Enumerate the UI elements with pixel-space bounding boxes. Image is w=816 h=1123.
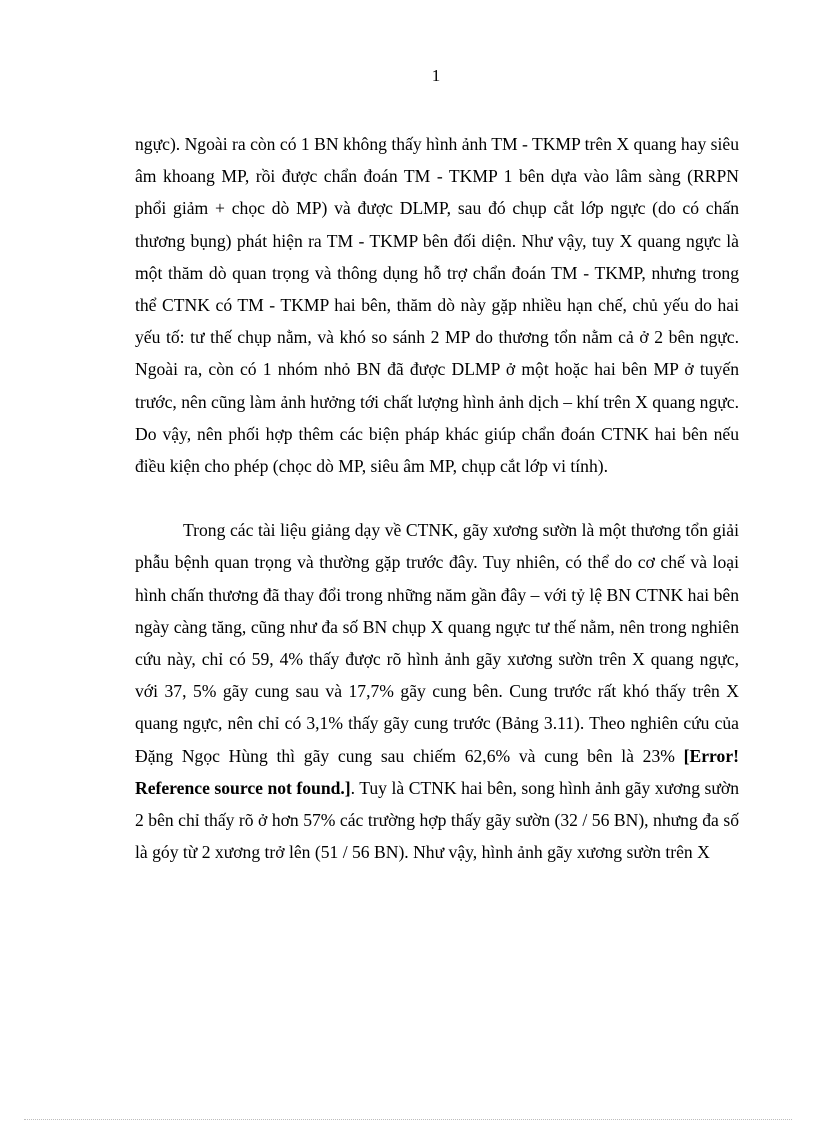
body-text: [135, 128, 739, 868]
page-bottom-divider: [24, 1119, 792, 1120]
paragraph-2: [135, 514, 739, 868]
page-number: 1: [431, 66, 441, 85]
paragraph-1: ngực). Ngoài ra còn có 1 BN không thấy hình ảnh TM - TKMP trên X quang hay siêu âm khoang MP, rồi được chẩn đoán TM - TKMP 1 bên dựa vào lâm sàng (RRPN phổi giảm + chọc dò MP) và được DLMP, sau đó chụp cắt lớp ngực (do có chấn thương bụng) phát hiện ra TM - TKMP bên đối diện. Như vậy, tuy X quang ngực là một thăm dò quan trọng và thông dụng hỗ trợ chẩn đoán TM - TKMP, nhưng trong thể CTNK có TM - TKMP hai bên, thăm dò này gặp nhiều hạn chế, chủ yếu do hai yếu tố: tư thế chụp nằm, và khó so sánh 2 MP do thương tổn nằm cả ở 2 bên ngực. Ngoài ra, còn có 1 nhóm nhỏ BN đã được DLMP ở một hoặc hai bên MP ở tuyến trước, nên cũng làm ảnh hưởng tới chất lượng hình ảnh dịch – khí trên X quang ngực. Do vậy, nên phối hợp thêm các biện pháp khác giúp chẩn đoán CTNK hai bên nếu điều kiện cho phép (chọc dò MP, siêu âm MP, chụp cắt lớp vi tính).: [135, 134, 739, 477]
paragraph-2-text: Trong các tài liệu giảng dạy về CTNK, gãy xương sườn là một thương tổn giải phẫu bệnh quan trọng và thường gặp trước đây. Tuy nhiên, có thể do cơ chế và loại hình chấn thương đã thay đổi trong những năm gần đây – với tỷ lệ BN CTNK hai bên ngày càng tăng, cũng như đa số BN chụp X quang ngực tư thế nằm, nên trong nghiên cứu này, chỉ có 59, 4% thấy được rõ hình ảnh gãy xương sườn trên X quang ngực, với 37, 5% gãy cung sau và 17,7% gãy cung bên. Cung trước rất khó thấy trên X quang ngực, nên chỉ có 3,1% thấy gãy cung trước (Bảng 3.11). Theo nghiên cứu của Đặng Ngọc Hùng thì gãy cung sau chiếm 62,6% và cung bên là 23%: [135, 520, 739, 766]
paragraph-2-continuation: . Tuy là CTNK hai bên, song hình ảnh gãy xương sườn 2 bên chỉ thấy rõ ở hơn 57% các trường hợp thấy gãy sườn (32 / 56 BN), nhưng đa số là góy từ 2 xương trở lên (51 / 56 BN). Như vậy, hình ảnh gãy xương sườn trên X: [135, 777, 740, 863]
reference-error: [Error! Reference source not found.]: [135, 745, 739, 798]
